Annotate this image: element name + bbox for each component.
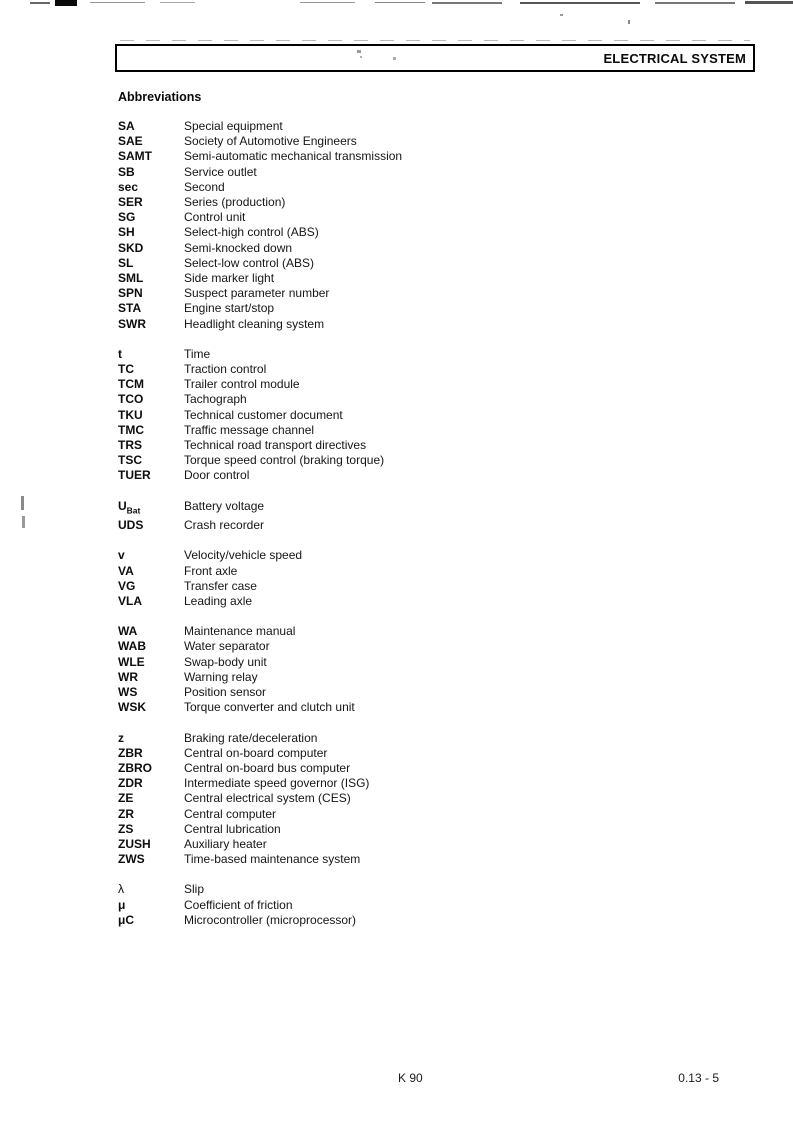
abbreviation-row xyxy=(118,639,678,654)
abbreviation-definition: Select-low control (ABS) xyxy=(184,255,315,270)
scan-artifact xyxy=(120,40,750,41)
abbreviation-row xyxy=(118,624,678,639)
abbreviation-term: WAB xyxy=(118,639,146,654)
abbreviation-term: ZR xyxy=(118,806,134,821)
abbreviation-term: ZDR xyxy=(118,776,143,791)
abbreviation-group xyxy=(118,119,678,332)
abbreviation-definition: Tachograph xyxy=(184,392,247,407)
abbreviation-term: UDS xyxy=(118,518,144,533)
footer-page-number: 0.13 - 5 xyxy=(678,1071,719,1085)
scan-artifact xyxy=(21,496,24,510)
scan-artifact xyxy=(55,0,77,6)
abbreviation-term: WSK xyxy=(118,700,146,715)
abbreviation-row xyxy=(118,807,678,822)
abbreviation-term: VA xyxy=(118,563,134,578)
abbreviation-row xyxy=(118,700,678,715)
abbreviation-term: ZBR xyxy=(118,745,143,760)
abbreviation-definition: Select-high control (ABS) xyxy=(184,225,319,240)
abbreviation-term: SWR xyxy=(118,316,146,331)
abbreviation-term: v xyxy=(118,548,125,563)
abbreviation-definition: Front axle xyxy=(184,563,238,578)
abbreviation-term: μC xyxy=(118,912,135,927)
abbreviation-definition: Trailer control module xyxy=(184,377,300,392)
abbreviation-row xyxy=(118,210,678,225)
abbreviation-row xyxy=(118,837,678,852)
abbreviation-row xyxy=(118,271,678,286)
abbreviation-term: SA xyxy=(118,119,135,133)
abbreviation-definition: Special equipment xyxy=(184,119,283,133)
abbreviation-row xyxy=(118,362,678,377)
abbreviation-term: SB xyxy=(118,164,135,179)
abbreviation-row xyxy=(118,301,678,316)
abbreviation-row xyxy=(118,423,678,438)
abbreviation-group xyxy=(118,347,678,484)
abbreviation-row xyxy=(118,670,678,685)
abbreviation-definition: Leading axle xyxy=(184,594,253,609)
abbreviation-term: ZE xyxy=(118,791,134,806)
abbreviation-term: TRS xyxy=(118,438,142,453)
abbreviation-group xyxy=(118,882,678,928)
abbreviation-definition: Microcontroller (microprocessor) xyxy=(184,912,357,927)
abbreviation-definition: Time xyxy=(184,346,211,361)
abbreviation-term: STA xyxy=(118,301,142,316)
abbreviation-definition: Transfer case xyxy=(184,578,257,593)
abbreviation-definition: Torque speed control (braking torque) xyxy=(184,453,385,468)
abbreviation-definition: Traction control xyxy=(184,362,267,377)
abbreviation-row xyxy=(118,564,678,579)
abbreviation-definition: Time-based maintenance system xyxy=(184,852,361,867)
abbreviation-row xyxy=(118,225,678,240)
abbreviation-definition: Swap-body unit xyxy=(184,654,267,669)
section-title: Abbreviations xyxy=(118,90,202,104)
abbreviation-row xyxy=(118,317,678,332)
abbreviation-definition: Central computer xyxy=(184,806,277,821)
abbreviation-row xyxy=(118,882,678,897)
abbreviation-row xyxy=(118,134,678,149)
scan-artifact xyxy=(22,516,25,528)
abbreviation-definition: Braking rate/deceleration xyxy=(184,730,318,745)
abbreviation-row xyxy=(118,579,678,594)
abbreviation-group xyxy=(118,548,678,609)
abbreviation-definition: Second xyxy=(184,179,225,194)
abbreviation-definition: Control unit xyxy=(184,210,246,225)
abbreviation-list xyxy=(118,119,678,943)
abbreviation-row xyxy=(118,408,678,423)
abbreviation-term: SL xyxy=(118,255,134,270)
scan-artifact xyxy=(90,2,145,3)
abbreviation-definition: Door control xyxy=(184,468,250,483)
abbreviation-term: ZS xyxy=(118,821,134,836)
abbreviation-term: WR xyxy=(118,669,138,684)
scan-artifact xyxy=(560,14,563,16)
abbreviation-definition: Warning relay xyxy=(184,669,258,684)
abbreviation-term: VLA xyxy=(118,594,142,609)
abbreviation-row xyxy=(118,761,678,776)
abbreviation-row xyxy=(118,149,678,164)
abbreviation-term: z xyxy=(118,730,124,745)
abbreviation-definition: Crash recorder xyxy=(184,518,265,533)
abbreviation-definition: Side marker light xyxy=(184,271,275,286)
abbreviation-definition: Semi-automatic mechanical transmission xyxy=(184,149,403,164)
abbreviation-definition: Torque converter and clutch unit xyxy=(184,700,355,715)
header-title: ELECTRICAL SYSTEM xyxy=(603,50,746,66)
abbreviation-row xyxy=(118,256,678,271)
abbreviation-definition: Central lubrication xyxy=(184,821,281,836)
abbreviation-term: μ xyxy=(118,897,126,912)
abbreviation-term: SPN xyxy=(118,286,143,301)
abbreviation-definition: Suspect parameter number xyxy=(184,286,330,301)
abbreviation-definition: Traffic message channel xyxy=(184,422,315,437)
abbreviation-definition: Semi-knocked down xyxy=(184,240,293,255)
abbreviation-row xyxy=(118,347,678,362)
abbreviation-row xyxy=(118,499,678,519)
abbreviation-definition: Coefficient of friction xyxy=(184,897,293,912)
footer-page-code: K 90 xyxy=(398,1071,423,1085)
abbreviation-row xyxy=(118,731,678,746)
abbreviation-definition: Velocity/vehicle speed xyxy=(184,548,303,563)
abbreviation-term: TCM xyxy=(118,377,144,392)
abbreviation-term: ZBRO xyxy=(118,760,152,775)
abbreviation-row xyxy=(118,518,678,533)
abbreviation-definition: Series (production) xyxy=(184,195,286,210)
abbreviation-term: SAE xyxy=(118,134,143,149)
abbreviation-term: WLE xyxy=(118,654,145,669)
abbreviation-row xyxy=(118,898,678,913)
abbreviation-row xyxy=(118,180,678,195)
abbreviation-row xyxy=(118,377,678,392)
abbreviation-definition: Intermediate speed governor (ISG) xyxy=(184,776,370,791)
abbreviation-definition: Position sensor xyxy=(184,685,267,700)
abbreviation-row xyxy=(118,119,678,134)
abbreviation-term: SH xyxy=(118,225,135,240)
scan-artifact xyxy=(520,2,640,4)
abbreviation-row xyxy=(118,286,678,301)
abbreviation-term: SG xyxy=(118,210,136,225)
abbreviation-term: TMC xyxy=(118,422,144,437)
abbreviation-definition: Central on-board bus computer xyxy=(184,760,351,775)
scan-artifact xyxy=(30,2,50,4)
abbreviation-row xyxy=(118,913,678,928)
abbreviation-term: λ xyxy=(118,882,124,897)
abbreviation-term: WS xyxy=(118,685,138,700)
scan-artifact xyxy=(745,1,793,4)
scan-artifact xyxy=(432,2,502,4)
abbreviation-row xyxy=(118,822,678,837)
abbreviation-row xyxy=(118,685,678,700)
abbreviation-row xyxy=(118,776,678,791)
abbreviation-definition: Society of Automotive Engineers xyxy=(184,134,357,149)
scan-artifact xyxy=(655,2,735,4)
abbreviation-row xyxy=(118,548,678,563)
abbreviation-term: sec xyxy=(118,179,139,194)
scan-artifact xyxy=(300,2,355,3)
scan-artifact xyxy=(160,2,195,3)
abbreviation-term: $U_{Bat}$ xyxy=(118,498,141,516)
abbreviation-row xyxy=(118,438,678,453)
abbreviation-group xyxy=(118,624,678,715)
abbreviation-group xyxy=(118,499,678,534)
abbreviation-definition: Central on-board computer xyxy=(184,745,328,760)
abbreviation-row xyxy=(118,453,678,468)
abbreviation-term: SAMT xyxy=(118,149,152,164)
abbreviation-definition: Service outlet xyxy=(184,164,257,179)
abbreviation-term: TUER xyxy=(118,468,151,483)
header-bar xyxy=(115,44,755,72)
abbreviation-term: TC xyxy=(118,362,134,377)
abbreviation-term: t xyxy=(118,346,122,361)
scan-artifact xyxy=(628,20,630,24)
abbreviation-term: TCO xyxy=(118,392,144,407)
abbreviation-definition: Technical customer document xyxy=(184,407,343,422)
scan-artifact xyxy=(375,2,425,3)
abbreviation-term: SER xyxy=(118,195,143,210)
abbreviation-term: SKD xyxy=(118,240,144,255)
abbreviation-term: VG xyxy=(118,578,136,593)
abbreviation-row xyxy=(118,195,678,210)
abbreviation-row xyxy=(118,746,678,761)
abbreviation-definition: Headlight cleaning system xyxy=(184,316,325,331)
abbreviation-term: WA xyxy=(118,624,138,639)
abbreviation-definition: Central electrical system (CES) xyxy=(184,791,351,806)
abbreviation-row xyxy=(118,468,678,483)
abbreviation-term: SML xyxy=(118,271,144,286)
abbreviation-definition: Auxiliary heater xyxy=(184,836,267,851)
abbreviation-term: ZWS xyxy=(118,852,145,867)
abbreviation-row xyxy=(118,392,678,407)
abbreviation-group xyxy=(118,731,678,868)
abbreviation-term: TSC xyxy=(118,453,142,468)
abbreviation-definition: Battery voltage xyxy=(184,498,265,513)
abbreviation-row xyxy=(118,594,678,609)
abbreviation-row xyxy=(118,852,678,867)
abbreviation-row xyxy=(118,655,678,670)
abbreviation-row xyxy=(118,165,678,180)
abbreviation-term: ZUSH xyxy=(118,836,151,851)
abbreviation-definition: Maintenance manual xyxy=(184,624,296,639)
abbreviation-definition: Slip xyxy=(184,882,205,897)
abbreviation-definition: Engine start/stop xyxy=(184,301,275,316)
abbreviation-definition: Technical road transport directives xyxy=(184,438,367,453)
abbreviation-term: TKU xyxy=(118,407,143,422)
abbreviation-definition: Water separator xyxy=(184,639,270,654)
abbreviation-row xyxy=(118,241,678,256)
abbreviation-row xyxy=(118,791,678,806)
